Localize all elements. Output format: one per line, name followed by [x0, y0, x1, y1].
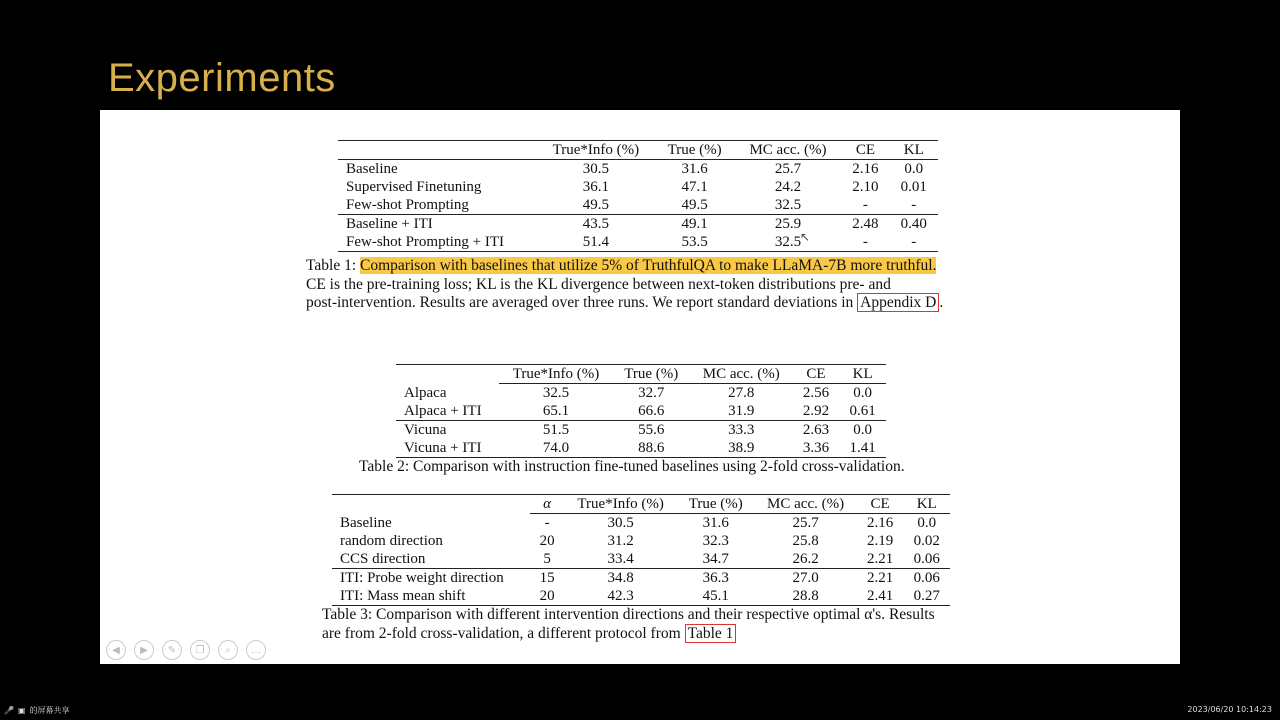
cell: 2.63	[793, 421, 840, 440]
next-icon[interactable]: ▶	[134, 640, 154, 660]
cell: 51.4	[537, 233, 654, 252]
cell: 5	[543, 551, 551, 567]
cell: -	[890, 233, 938, 252]
screen-share-indicator	[4, 705, 70, 716]
prev-icon[interactable]: ◀	[106, 640, 126, 660]
cell: 36.1	[582, 179, 610, 195]
caption-line: are from 2-fold cross-validation, a different protocol from	[322, 624, 681, 642]
table2-header: KL	[839, 365, 886, 384]
table-row	[396, 402, 886, 421]
mouse-cursor-icon: ↖	[800, 230, 811, 244]
table-row	[332, 587, 950, 606]
row-label: Supervised Finetuning	[346, 179, 482, 195]
cell: 31.9	[728, 403, 755, 419]
table-row	[396, 384, 886, 403]
row-label: Baseline + ITI	[338, 215, 537, 234]
row-label: Baseline	[346, 161, 398, 177]
table3-header: True*Info (%)	[564, 495, 677, 514]
cell: 2.48	[841, 215, 889, 234]
cell: 66.6	[638, 403, 665, 419]
cell: 2.19	[866, 533, 894, 549]
table2-header: CE	[793, 365, 840, 384]
cell: -	[862, 197, 868, 213]
cell: 0.61	[849, 403, 876, 419]
appendix-link[interactable]: Appendix D	[857, 293, 939, 312]
cell: 20	[539, 533, 555, 549]
slide-content	[100, 110, 1180, 664]
caption-line: CE is the pre-training loss; KL is the KL divergence between next-token distributions pre- and	[306, 275, 891, 293]
row-label: random direction	[340, 533, 443, 549]
cell: 0.0	[917, 515, 937, 531]
table1-header: KL	[890, 141, 938, 160]
cell: 2.92	[802, 403, 830, 419]
cell: 2.21	[857, 569, 904, 588]
table3-header: CE	[857, 495, 904, 514]
cell: 30.5	[582, 161, 610, 177]
cell: 45.1	[677, 587, 754, 606]
cell: 27.8	[728, 385, 755, 401]
more-icon[interactable]: …	[246, 640, 266, 660]
cell: 2.56	[802, 385, 830, 401]
table1-header	[338, 141, 537, 160]
cell: 28.8	[754, 587, 857, 606]
zoom-icon[interactable]: ⌕	[218, 640, 238, 660]
table3-caption	[322, 606, 1002, 643]
cell: 24.2	[774, 179, 802, 195]
caption-line: Table 3: Comparison with different intervention directions and their respective optimal α's. Results	[322, 606, 935, 623]
cell: 0.06	[903, 569, 950, 588]
cell: 1.41	[839, 439, 886, 458]
row-label: Few-shot Prompting	[346, 197, 469, 213]
cell: 32.3	[702, 533, 729, 549]
table-row	[332, 550, 950, 569]
cell: 49.1	[655, 215, 735, 234]
cell: 49.5	[582, 197, 610, 213]
table1-link[interactable]: Table 1	[685, 624, 737, 643]
table2-header: True (%)	[613, 365, 690, 384]
cell: 26.2	[792, 551, 819, 567]
table-row	[396, 421, 886, 440]
table1-header: MC acc. (%)	[735, 141, 842, 160]
share-label: 的屏幕共享	[29, 706, 70, 715]
cell: 0.40	[890, 215, 938, 234]
cell: 2.41	[857, 587, 904, 606]
cell: 53.5	[655, 233, 735, 252]
table-row	[332, 569, 950, 588]
slideshow-toolbar	[106, 640, 266, 660]
table-1	[338, 140, 938, 252]
table2-caption: Table 2: Comparison with instruction fine-tuned baselines using 2-fold cross-validation.	[359, 458, 905, 475]
cell: 32.5	[542, 385, 570, 401]
cell: 49.5	[681, 197, 708, 213]
row-label: Baseline	[340, 514, 392, 531]
cell: 43.5	[537, 215, 654, 234]
cell: 0.0	[853, 385, 873, 401]
cell: 30.5	[607, 515, 634, 531]
cell: 74.0	[499, 439, 612, 458]
cell: 0.0	[904, 161, 924, 177]
table1-header: True (%)	[655, 141, 735, 160]
cell: 2.21	[866, 551, 894, 567]
cell: 34.8	[564, 569, 677, 588]
table-row	[338, 160, 938, 179]
table-3	[332, 494, 950, 606]
table3-header: MC acc. (%)	[754, 495, 857, 514]
table-row	[338, 215, 938, 234]
table-row	[338, 233, 938, 252]
cell: -	[841, 233, 889, 252]
timestamp: 2023/06/20 10:14:23	[1187, 705, 1272, 714]
share-icon[interactable]: ▣	[17, 706, 26, 715]
cell: 25.7	[774, 161, 802, 177]
cell: 47.1	[681, 179, 708, 195]
cell: 25.7	[792, 515, 819, 531]
cell: 25.9	[735, 215, 842, 234]
cell: 33.3	[690, 421, 793, 440]
cell: 27.0	[754, 569, 857, 588]
cell: 65.1	[542, 403, 570, 419]
cell: 0.02	[913, 533, 940, 549]
row-label: ITI: Mass mean shift	[332, 587, 530, 606]
cell: 0.27	[903, 587, 950, 606]
cell: 31.2	[607, 533, 634, 549]
table-2	[396, 364, 886, 458]
cell: 15	[530, 569, 564, 588]
cell: 0.01	[900, 179, 927, 195]
row-label: CCS direction	[340, 551, 426, 567]
caption-highlight: Comparison with baselines that utilize 5% of TruthfulQA to make LLaMA-7B more truthful.	[360, 257, 937, 274]
caption-label: Table 1:	[306, 257, 357, 274]
table-row	[338, 178, 938, 196]
cell: 88.6	[613, 439, 690, 458]
cell: 31.6	[702, 515, 729, 531]
row-label: Alpaca	[404, 384, 447, 401]
table3-header	[332, 495, 530, 514]
row-label: Vicuna + ITI	[396, 439, 499, 458]
cell: 2.16	[852, 161, 879, 177]
pen-icon[interactable]: ✎	[162, 640, 182, 660]
table1-header: True*Info (%)	[537, 141, 654, 160]
table-row	[332, 514, 950, 533]
cell: 38.9	[690, 439, 793, 458]
cell: 34.7	[702, 551, 729, 567]
cell: 36.3	[677, 569, 754, 588]
table2-header	[396, 365, 499, 384]
cell: -	[911, 197, 917, 213]
table2-header: MC acc. (%)	[690, 365, 793, 384]
cell: 2.16	[866, 515, 894, 531]
table1-caption	[306, 257, 986, 313]
cell: -	[544, 515, 550, 531]
table2-header: True*Info (%)	[499, 365, 612, 384]
cell: 32.5	[774, 197, 802, 213]
slide-title: Experiments	[108, 56, 336, 100]
cell: 0.06	[913, 551, 940, 567]
cell: 32.7	[638, 385, 665, 401]
row-label: ITI: Probe weight direction	[332, 569, 530, 588]
table-row	[338, 196, 938, 215]
cell: 20	[530, 587, 564, 606]
cell: 31.6	[681, 161, 708, 177]
cell: 42.3	[564, 587, 677, 606]
table-row	[396, 439, 886, 458]
cell: 51.5	[499, 421, 612, 440]
caption-end: .	[939, 294, 944, 311]
row-label: Alpaca + ITI	[404, 403, 482, 419]
caption-line: post-intervention. Results are averaged over three runs. We report standard deviations in	[306, 294, 854, 311]
cell: 25.8	[792, 533, 819, 549]
table3-header: True (%)	[677, 495, 754, 514]
table3-header: α	[530, 495, 564, 514]
row-label: Few-shot Prompting + ITI	[338, 233, 537, 252]
cell: 3.36	[793, 439, 840, 458]
table3-header: KL	[903, 495, 950, 514]
table-row	[332, 532, 950, 550]
copy-icon[interactable]: ❐	[190, 640, 210, 660]
cell: 0.0	[839, 421, 886, 440]
table1-header: CE	[841, 141, 889, 160]
cell: 32.5	[735, 233, 842, 252]
cell: 33.4	[607, 551, 634, 567]
row-label: Vicuna	[396, 421, 499, 440]
cell: 55.6	[613, 421, 690, 440]
mic-icon[interactable]: 🎤	[4, 706, 14, 715]
cell: 2.10	[852, 179, 879, 195]
